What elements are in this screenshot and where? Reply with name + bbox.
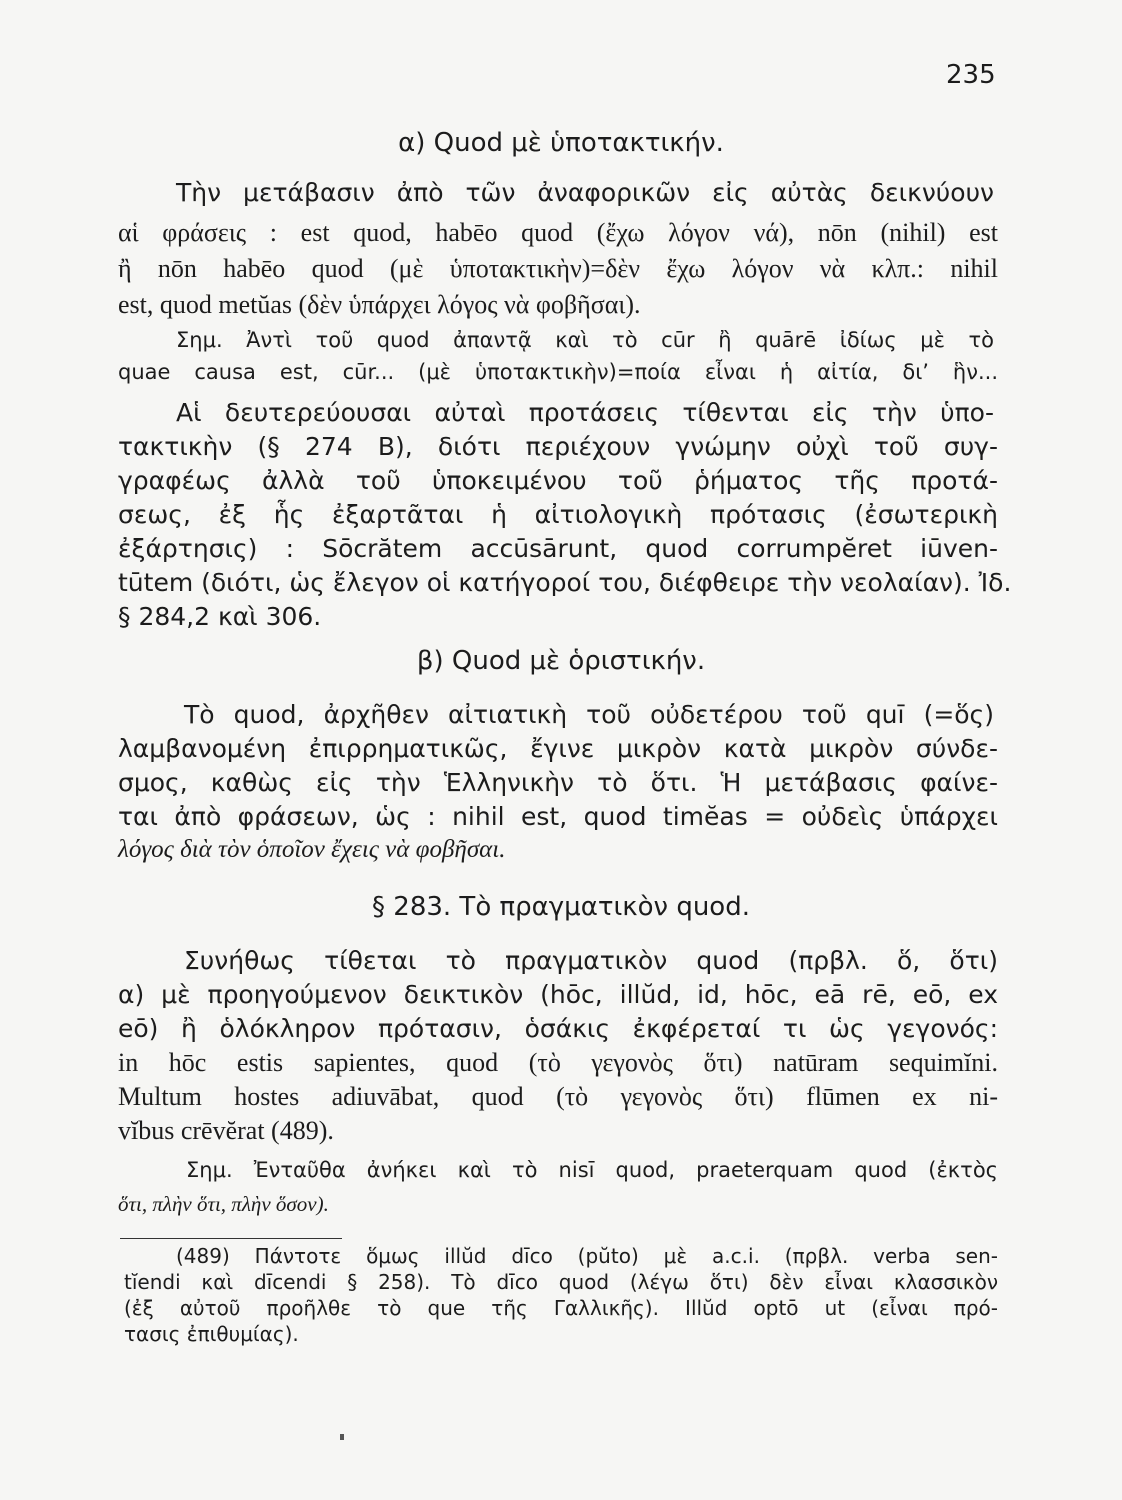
text-line: τακτικὴν (§ 274 B), διότι περιέχουν γνώμην οὐχὶ τοῦ συγ-: [118, 432, 998, 461]
text-line: in hōc estis sapientes, quod (τὸ γεγονὸς ὅτι) natūram sequimĭni.: [118, 1048, 998, 1077]
footnote-rule: [120, 1238, 342, 1239]
text-line: γραφέως ἀλλὰ τοῦ ὑποκειμένου τοῦ ῥήματος τῆς προτά-: [118, 466, 998, 495]
note-line: Σημ. Ἀντὶ τοῦ quod ἀπαντᾷ καὶ τὸ cūr ἢ quārē ἰδίως μὲ τὸ: [176, 328, 994, 352]
text-line: α) μὲ προηγούμενον δεικτικὸν (hōc, illŭd, id, hōc, eā rē, eō, ex: [118, 980, 998, 1009]
note-line: ὅτι, πλὴν ὅτι, πλὴν ὅσον).: [118, 1192, 329, 1216]
section-heading-283: § 283. Τὸ πραγματικὸν quod.: [372, 892, 750, 922]
note-line: Σημ. Ἐνταῦθα ἀνήκει καὶ τὸ nisī quod, praeterquam quod (ἐκτὸς: [186, 1158, 998, 1182]
text-line: § 284,2 καὶ 306.: [118, 602, 322, 631]
text-line: σεως, ἐξ ἧς ἐξαρτᾶται ἡ αἰτιολογικὴ πρότασις (ἐσωτερικὴ: [118, 500, 998, 529]
footnote-line: τασις ἐπιθυμίας).: [124, 1322, 299, 1346]
text-line: vĭbus crēvĕrat (489).: [118, 1116, 334, 1145]
text-line: λόγος διὰ τὸν ὁποῖον ἔχεις νὰ φοβῆσαι.: [118, 836, 506, 863]
footnote-line: (ἐξ αὐτοῦ προῆλθε τὸ que τῆς Γαλλικῆς). Illŭd optō ut (εἶναι πρό-: [124, 1296, 998, 1320]
text-line: ἐξάρτησις) : Sōcrătem accūsārunt, quod corrumpĕret iūven-: [118, 534, 998, 563]
text-line: est, quod metŭas (δὲν ὑπάρχει λόγος νὰ φοβῆσαι).: [118, 290, 641, 319]
text-line: Τὸ quod, ἀρχῆθεν αἰτιατικὴ τοῦ οὐδετέρου τοῦ quī (=ὅς): [184, 700, 994, 729]
footnote-line: tĭendi καὶ dīcendi § 258). Τὸ dīco quod (λέγω ὅτι) δὲν εἶναι κλασσικὸν: [124, 1270, 998, 1294]
text-line: λαμβανομένη ἐπιρρηματικῶς, ἔγινε μικρὸν κατὰ μικρὸν σύνδε-: [118, 734, 998, 763]
section-heading-alpha: α) Quod μὲ ὑποτακτικήν.: [398, 128, 724, 158]
print-speck: [340, 1434, 344, 1440]
text-line: tūtem (διότι, ὡς ἔλεγον οἱ κατήγοροί του, διέφθειρε τὴν νεολαίαν). Ἰδ.: [118, 568, 1012, 597]
text-line: Συνήθως τίθεται τὸ πραγματικὸν quod (πρβλ. ὅ, ὅτι): [184, 946, 998, 975]
section-heading-beta: β) Quod μὲ ὁριστικήν.: [416, 646, 706, 676]
page-number: 235: [946, 60, 996, 90]
text-line: Multum hostes adiuvābat, quod (τὸ γεγονὸς ὅτι) flūmen ex ni-: [118, 1082, 998, 1111]
text-line: Αἱ δευτερεύουσαι αὐταὶ προτάσεις τίθενται εἰς τὴν ὑπο-: [176, 398, 994, 427]
note-line: quae causa est, cūr... (μὲ ὑποτακτικὴν)=ποία εἶναι ἡ αἰτία, δι’ ἣν...: [118, 360, 998, 384]
text-line: ται ἀπὸ φράσεων, ὡς : nihil est, quod timĕas = οὐδεὶς ὑπάρχει: [118, 802, 998, 831]
text-line: σμος, καθὼς εἰς τὴν Ἑλληνικὴν τὸ ὅτι. Ἡ μετάβασις φαίνε-: [118, 768, 998, 797]
text-line: Τὴν μετάβασιν ἀπὸ τῶν ἀναφορικῶν εἰς αὐτὰς δεικνύουν: [176, 178, 994, 207]
text-line: ἢ nōn habēo quod (μὲ ὑποτακτικὴν)=δὲν ἔχω λόγον νὰ κλπ.: nihil: [118, 254, 998, 283]
footnote-line: (489) Πάντοτε ὅμως illŭd dīco (pŭto) μὲ a.c.i. (πρβλ. verba sen-: [176, 1244, 998, 1268]
text-line: αἱ φράσεις : est quod, habēo quod (ἔχω λόγον νά), nōn (nihil) est: [118, 218, 998, 247]
text-line: eō) ἢ ὁλόκληρον πρότασιν, ὁσάκις ἐκφέρεταί τι ὡς γεγονός:: [118, 1014, 998, 1043]
